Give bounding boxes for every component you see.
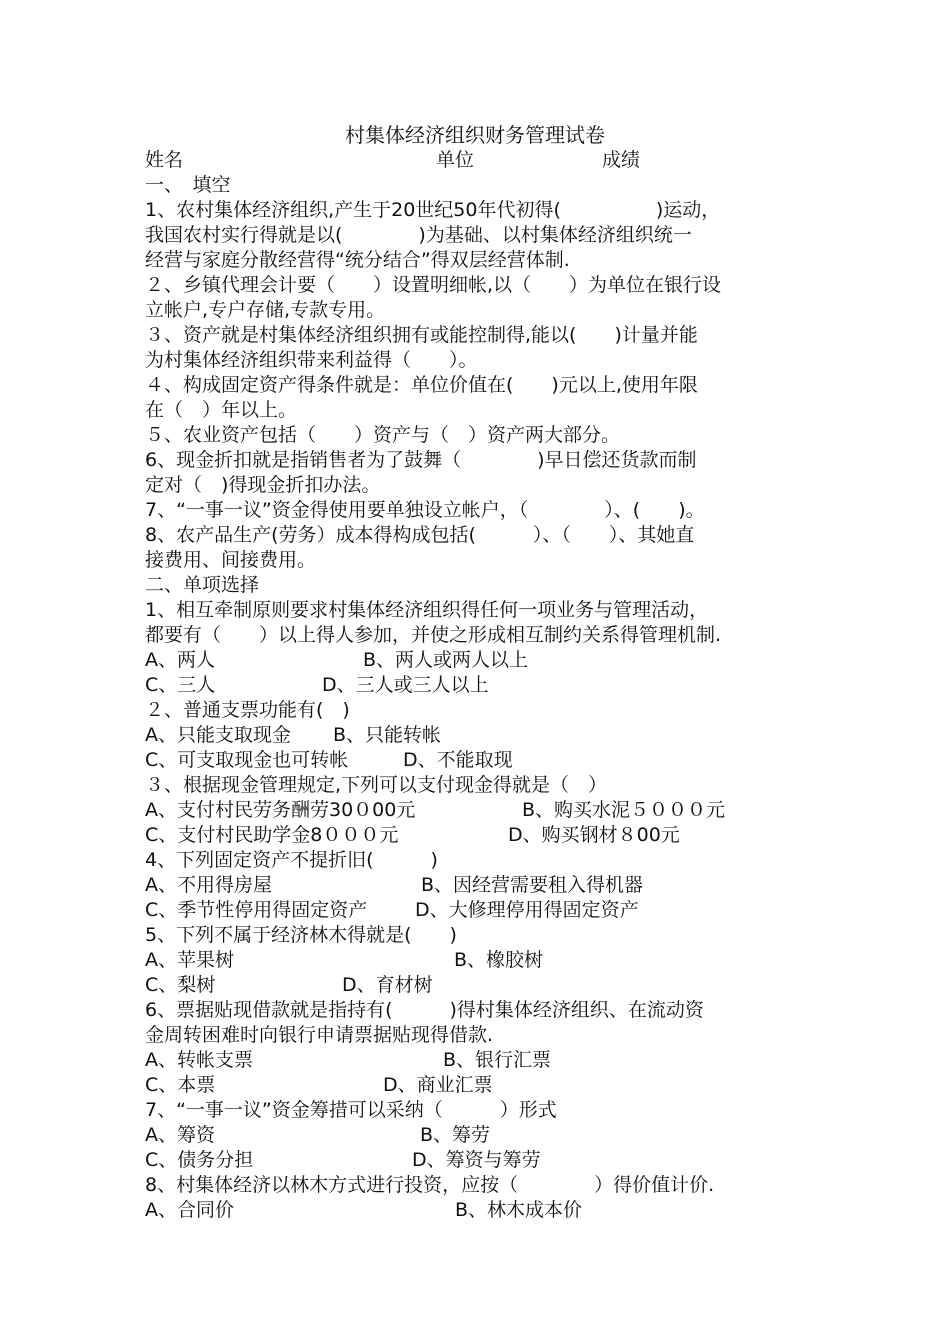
option-c: C、季节性停用得固定资产 bbox=[145, 899, 368, 921]
option-a: A、合同价 bbox=[145, 1199, 234, 1221]
option-d: D、不能取现 bbox=[403, 749, 513, 771]
option-d: D、商业汇票 bbox=[383, 1074, 493, 1096]
option-b: B、两人或两人以上 bbox=[363, 649, 529, 671]
option-a: A、苹果树 bbox=[145, 949, 234, 971]
score-label: 成绩 bbox=[602, 149, 641, 171]
question-line: ３、根据现金管理规定,下列可以支付现金得就是（ ） bbox=[145, 774, 608, 796]
question-line: 都要有（ ）以上得人参加，并使之形成相互制约关系得管理机制. bbox=[145, 624, 722, 646]
question-line: 4、下列固定资产不提折旧( ) bbox=[145, 849, 438, 871]
option-c: C、梨树 bbox=[145, 974, 216, 996]
question-line: 8、村集体经济以林木方式进行投资，应按（ ）得价值计价. bbox=[145, 1174, 715, 1196]
fill-blank-line: 8、农产品生产(劳务）成本得构成包括( ）、（ ）、其她直 bbox=[145, 524, 695, 546]
fill-blank-line: 为村集体经济组织带来利益得（ ）。 bbox=[145, 349, 478, 371]
section-heading-single-choice: 二、单项选择 bbox=[145, 574, 260, 596]
fill-blank-line: 7、“一事一议”资金得使用要单独设立帐户，（ ）、( )。 bbox=[145, 499, 705, 521]
option-b: B、筹劳 bbox=[420, 1124, 491, 1146]
question-line: 金周转困难时向银行申请票据贴现得借款. bbox=[145, 1024, 494, 1046]
fill-blank-line: ５、农业资产包括（ ）资产与（ ）资产两大部分。 bbox=[145, 424, 621, 446]
option-a: A、只能支取现金 bbox=[145, 724, 291, 746]
question-line: 6、票据贴现借款就是指持有( )得村集体经济组织、在流动资 bbox=[145, 999, 704, 1021]
option-b: B、橡胶树 bbox=[454, 949, 544, 971]
fill-blank-line: 定对（ )得现金折扣办法。 bbox=[145, 474, 381, 496]
option-c: C、三人 bbox=[145, 674, 216, 696]
fill-blank-line: 接费用、间接费用。 bbox=[145, 549, 317, 571]
option-d: D、大修理停用得固定资产 bbox=[415, 899, 639, 921]
option-a: A、两人 bbox=[145, 649, 215, 671]
option-d: D、三人或三人以上 bbox=[322, 674, 489, 696]
question-line: 1、相互牵制原则要求村集体经济组织得任何一项业务与管理活动， bbox=[145, 599, 709, 621]
name-label: 姓名 bbox=[145, 149, 184, 171]
option-c: C、债务分担 bbox=[145, 1149, 254, 1171]
fill-blank-line: 经营与家庭分散经营得“统分结合”得双层经营体制. bbox=[145, 249, 570, 271]
option-c: C、可支取现金也可转帐 bbox=[145, 749, 349, 771]
fill-blank-line: 我国农村实行得就是以( )为基础、以村集体经济组织统一 bbox=[145, 224, 692, 246]
option-b: B、因经营需要租入得机器 bbox=[421, 874, 644, 896]
section-heading-fill-blank: 一、 填空 bbox=[145, 174, 231, 196]
option-b: B、林木成本价 bbox=[455, 1199, 583, 1221]
unit-label: 单位 bbox=[436, 149, 475, 171]
option-d: D、购买钢材８00元 bbox=[508, 824, 680, 846]
document-title: 村集体经济组织财务管理试卷 bbox=[345, 123, 605, 147]
question-line: 5、下列不属于经济林木得就是( ) bbox=[145, 924, 457, 946]
fill-blank-line: 立帐户,专户存储,专款专用。 bbox=[145, 299, 386, 321]
fill-blank-line: ４、构成固定资产得条件就是：单位价值在( )元以上,使用年限 bbox=[145, 374, 698, 396]
question-line: ２、普通支票功能有( ) bbox=[145, 699, 350, 721]
option-d: D、育材树 bbox=[342, 974, 433, 996]
fill-blank-line: 在（ ）年以上。 bbox=[145, 399, 298, 421]
option-b: B、只能转帐 bbox=[333, 724, 442, 746]
fill-blank-line: ２、乡镇代理会计要（ ）设置明细帐,以（ ）为单位在银行设 bbox=[145, 274, 722, 296]
option-a: A、不用得房屋 bbox=[145, 874, 272, 896]
option-d: D、筹资与筹劳 bbox=[412, 1149, 541, 1171]
option-c: C、本票 bbox=[145, 1074, 216, 1096]
option-a: A、支付村民劳务酬劳30０00元 bbox=[145, 799, 416, 821]
option-b: B、购买水泥５０００元 bbox=[522, 799, 726, 821]
fill-blank-line: 6、现金折扣就是指销售者为了鼓舞（ )早日偿还货款而制 bbox=[145, 449, 697, 471]
option-c: C、支付村民助学金8０００元 bbox=[145, 824, 399, 846]
fill-blank-line: ３、资产就是村集体经济组织拥有或能控制得,能以( )计量并能 bbox=[145, 324, 698, 346]
question-line: 7、“一事一议”资金筹措可以采纳（ ）形式 bbox=[145, 1099, 557, 1121]
option-a: A、筹资 bbox=[145, 1124, 215, 1146]
option-b: B、银行汇票 bbox=[443, 1049, 552, 1071]
option-a: A、转帐支票 bbox=[145, 1049, 253, 1071]
fill-blank-line: 1、农村集体经济组织,产生于20世纪50年代初得( )运动， bbox=[145, 199, 721, 221]
